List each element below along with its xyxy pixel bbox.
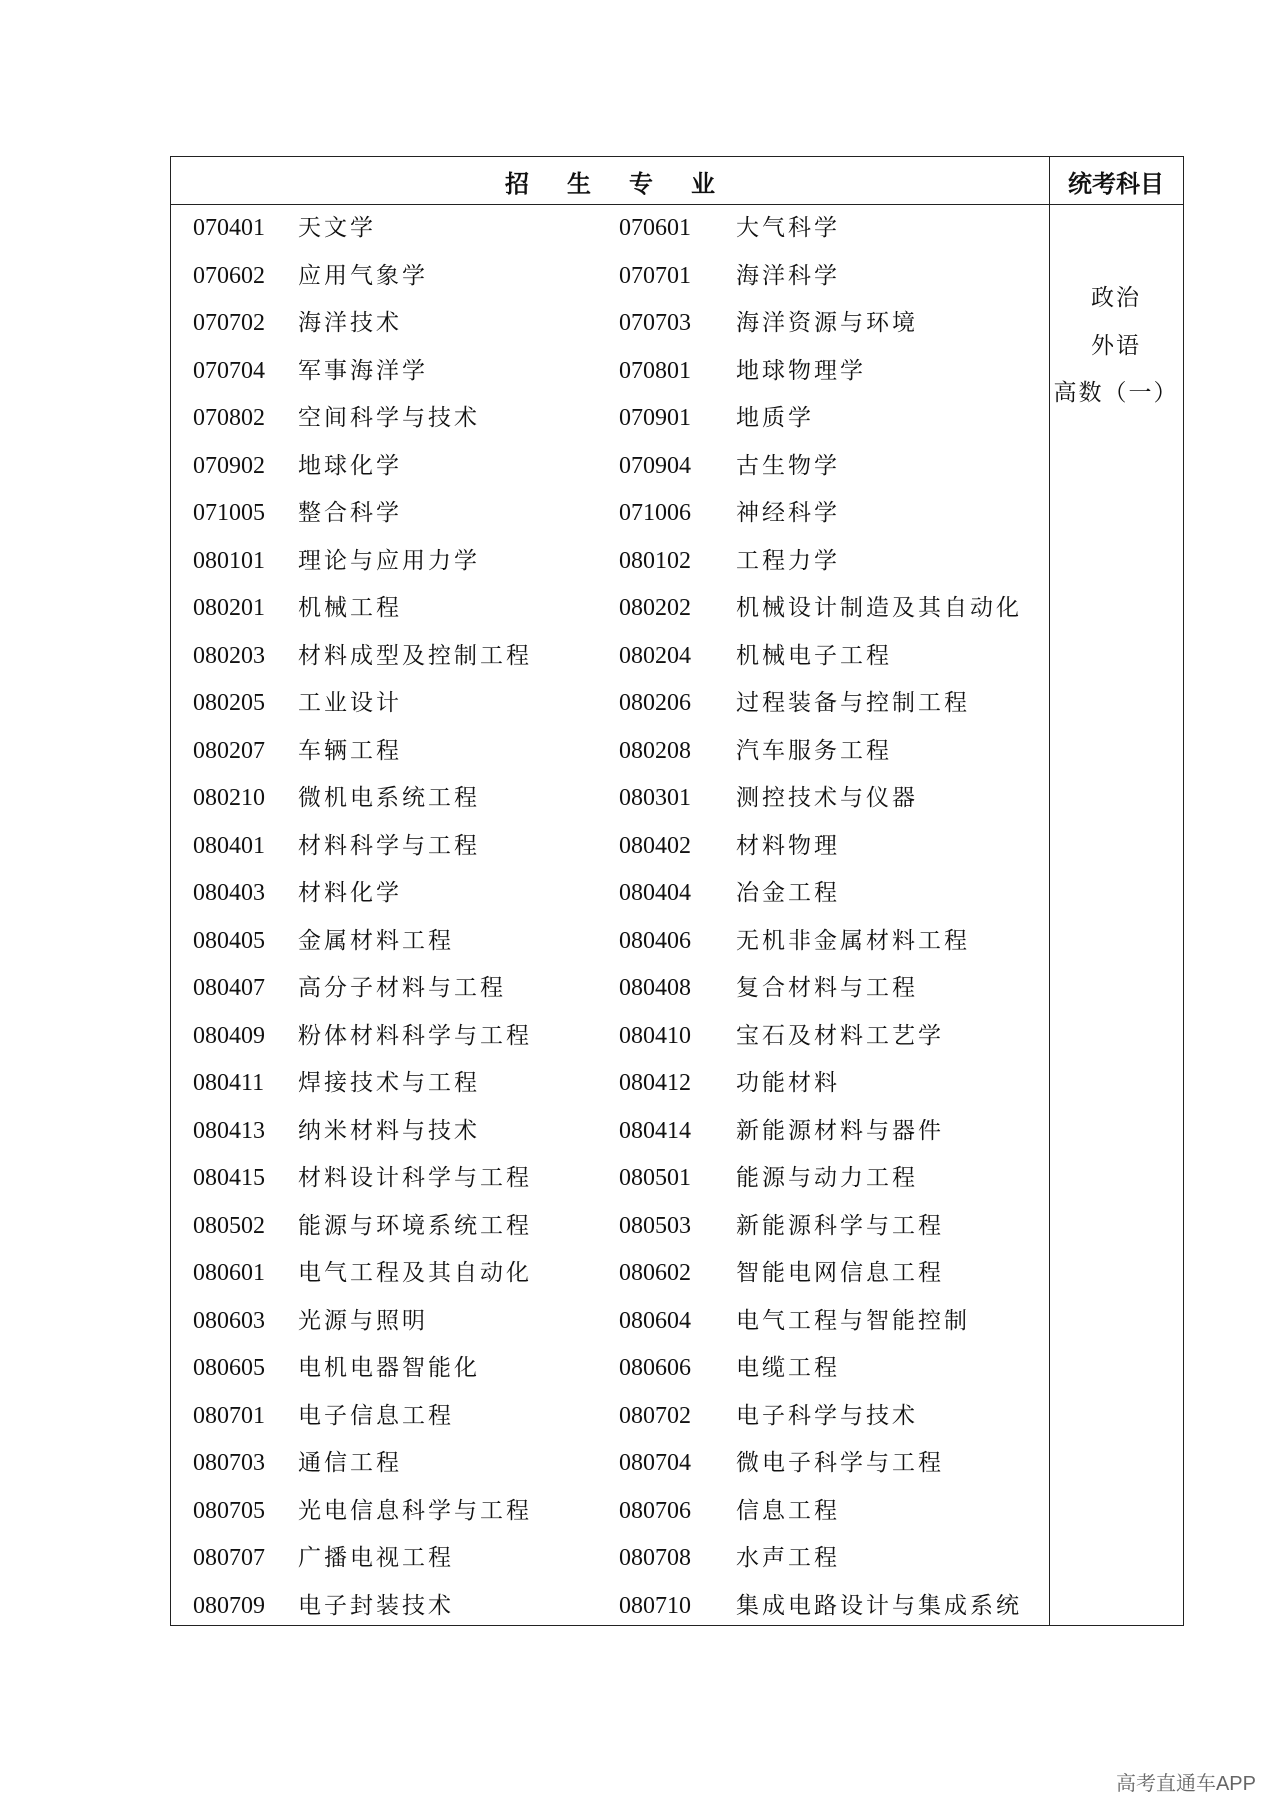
major-name: 测控技术与仪器 xyxy=(736,785,918,811)
major-name: 信息工程 xyxy=(736,1497,840,1524)
major-code: 080606 xyxy=(619,1355,691,1381)
major-name: 地球物理学 xyxy=(736,357,866,384)
major-name: 金属材料工程 xyxy=(298,927,454,954)
table-header xyxy=(171,157,1183,205)
major-name: 材料科学与工程 xyxy=(298,832,480,859)
major-name: 机械设计制造及其自动化 xyxy=(736,595,1022,621)
watermark: 高考直通车APP xyxy=(1115,1773,1256,1795)
major-name: 材料化学 xyxy=(298,880,402,906)
table-row xyxy=(171,1108,1049,1156)
major-name: 光源与照明 xyxy=(298,1307,428,1334)
table-row xyxy=(171,1203,1049,1251)
major-code: 080412 xyxy=(619,1070,691,1096)
major-code: 070904 xyxy=(619,452,691,479)
major-name: 微电子科学与工程 xyxy=(736,1450,944,1476)
major-code: 080704 xyxy=(619,1450,691,1476)
major-code: 070701 xyxy=(619,262,691,289)
major-code: 080402 xyxy=(619,832,691,859)
header-majors: 招生专业 xyxy=(505,168,753,198)
major-name: 电缆工程 xyxy=(736,1355,840,1381)
major-code: 080208 xyxy=(619,737,691,764)
major-name: 应用气象学 xyxy=(298,262,428,289)
table-row xyxy=(171,1298,1049,1346)
table-row xyxy=(171,1060,1049,1108)
major-name: 海洋资源与环境 xyxy=(736,310,918,336)
major-name: 宝石及材料工艺学 xyxy=(736,1022,944,1049)
major-name: 空间科学与技术 xyxy=(298,405,480,431)
table-row xyxy=(171,1440,1049,1488)
major-name: 电机电器智能化 xyxy=(298,1355,480,1381)
major-name: 机械电子工程 xyxy=(736,642,892,669)
major-code: 080604 xyxy=(619,1307,691,1334)
major-code: 080405 xyxy=(193,927,265,954)
major-code: 080203 xyxy=(193,642,265,669)
major-name: 电子科学与技术 xyxy=(736,1402,918,1429)
table-row xyxy=(171,443,1049,491)
table-row xyxy=(171,1393,1049,1441)
table-row xyxy=(171,775,1049,823)
major-code: 080706 xyxy=(619,1497,691,1524)
major-code: 080414 xyxy=(619,1117,691,1144)
major-name: 工程力学 xyxy=(736,547,840,574)
major-code: 080707 xyxy=(193,1545,265,1571)
majors-table xyxy=(170,156,1184,1626)
exam-subjects xyxy=(1049,275,1183,418)
major-name: 焊接技术与工程 xyxy=(298,1070,480,1096)
major-name: 新能源科学与工程 xyxy=(736,1212,944,1239)
major-name: 车辆工程 xyxy=(298,737,402,764)
major-code: 080709 xyxy=(193,1592,265,1619)
major-name: 电子信息工程 xyxy=(298,1402,454,1429)
major-code: 080403 xyxy=(193,880,265,906)
table-row xyxy=(171,300,1049,348)
major-code: 080705 xyxy=(193,1497,265,1524)
table-row xyxy=(171,1155,1049,1203)
major-name: 通信工程 xyxy=(298,1450,402,1476)
major-code: 070801 xyxy=(619,357,691,384)
major-name: 电气工程与智能控制 xyxy=(736,1307,970,1334)
table-row xyxy=(171,1345,1049,1393)
major-name: 古生物学 xyxy=(736,452,840,479)
major-code: 080708 xyxy=(619,1545,691,1571)
major-name: 纳米材料与技术 xyxy=(298,1117,480,1144)
major-code: 070702 xyxy=(193,310,265,336)
major-code: 080210 xyxy=(193,785,265,811)
major-name: 地球化学 xyxy=(298,452,402,479)
major-name: 电气工程及其自动化 xyxy=(298,1260,532,1286)
major-name: 集成电路设计与集成系统 xyxy=(736,1592,1022,1619)
major-name: 水声工程 xyxy=(736,1545,840,1571)
major-code: 080408 xyxy=(619,975,691,1001)
major-code: 080710 xyxy=(619,1592,691,1619)
major-code: 080406 xyxy=(619,927,691,954)
subject-politics: 政治 xyxy=(1091,285,1141,311)
major-code: 070401 xyxy=(193,215,265,241)
major-code: 070703 xyxy=(619,310,691,336)
major-code: 080411 xyxy=(193,1070,265,1096)
major-code: 080410 xyxy=(619,1022,691,1049)
major-code: 080206 xyxy=(619,690,691,716)
table-row xyxy=(171,490,1049,538)
table-row xyxy=(171,205,1049,253)
table-row xyxy=(171,1535,1049,1583)
major-code: 080301 xyxy=(619,785,691,811)
major-code: 080407 xyxy=(193,975,265,1001)
major-name: 光电信息科学与工程 xyxy=(298,1497,532,1524)
table-row xyxy=(171,585,1049,633)
major-code: 080207 xyxy=(193,737,265,764)
major-code: 080205 xyxy=(193,690,265,716)
major-name: 过程装备与控制工程 xyxy=(736,690,970,716)
table-body xyxy=(171,205,1049,1630)
major-name: 广播电视工程 xyxy=(298,1545,454,1571)
major-name: 智能电网信息工程 xyxy=(736,1260,944,1286)
major-name: 机械工程 xyxy=(298,595,402,621)
major-name: 粉体材料科学与工程 xyxy=(298,1022,532,1049)
major-name: 冶金工程 xyxy=(736,880,840,906)
major-code: 080703 xyxy=(193,1450,265,1476)
major-name: 复合材料与工程 xyxy=(736,975,918,1001)
major-code: 080603 xyxy=(193,1307,265,1334)
major-code: 071006 xyxy=(619,500,691,526)
major-code: 080602 xyxy=(619,1260,691,1286)
table-row xyxy=(171,918,1049,966)
major-code: 080503 xyxy=(619,1212,691,1239)
major-code: 071005 xyxy=(193,500,265,526)
major-name: 能源与环境系统工程 xyxy=(298,1212,532,1239)
major-code: 080404 xyxy=(619,880,691,906)
major-code: 070602 xyxy=(193,262,265,289)
major-code: 080102 xyxy=(619,547,691,574)
major-code: 070902 xyxy=(193,452,265,479)
major-code: 080502 xyxy=(193,1212,265,1239)
major-code: 080201 xyxy=(193,595,265,621)
table-row xyxy=(171,1488,1049,1536)
major-code: 080501 xyxy=(619,1165,691,1191)
major-code: 070802 xyxy=(193,405,265,431)
major-name: 军事海洋学 xyxy=(298,357,428,384)
major-code: 080701 xyxy=(193,1402,265,1429)
major-code: 070901 xyxy=(619,405,691,431)
table-row xyxy=(171,965,1049,1013)
major-name: 汽车服务工程 xyxy=(736,737,892,764)
subject-foreign-language: 外语 xyxy=(1091,332,1141,359)
major-code: 080409 xyxy=(193,1022,265,1049)
table-row xyxy=(171,395,1049,443)
major-name: 大气科学 xyxy=(736,215,840,241)
subject-advanced-math: 高数（一） xyxy=(1053,380,1179,406)
major-name: 微机电系统工程 xyxy=(298,785,480,811)
major-code: 080601 xyxy=(193,1260,265,1286)
major-name: 材料成型及控制工程 xyxy=(298,642,532,669)
major-name: 海洋科学 xyxy=(736,262,840,289)
major-name: 工业设计 xyxy=(298,690,402,716)
major-code: 080413 xyxy=(193,1117,265,1144)
major-name: 天文学 xyxy=(298,215,376,241)
major-name: 理论与应用力学 xyxy=(298,547,480,574)
major-code: 080401 xyxy=(193,832,265,859)
major-name: 地质学 xyxy=(736,405,814,431)
table-row xyxy=(171,348,1049,396)
major-name: 新能源材料与器件 xyxy=(736,1117,944,1144)
major-name: 材料设计科学与工程 xyxy=(298,1165,532,1191)
major-name: 能源与动力工程 xyxy=(736,1165,918,1191)
major-name: 高分子材料与工程 xyxy=(298,975,506,1001)
major-code: 080702 xyxy=(619,1402,691,1429)
table-row xyxy=(171,728,1049,776)
major-name: 材料物理 xyxy=(736,832,840,859)
table-row xyxy=(171,253,1049,301)
major-code: 080202 xyxy=(619,595,691,621)
table-row xyxy=(171,1250,1049,1298)
table-row xyxy=(171,823,1049,871)
major-code: 070601 xyxy=(619,215,691,241)
major-name: 整合科学 xyxy=(298,500,402,526)
major-name: 功能材料 xyxy=(736,1070,840,1096)
major-name: 神经科学 xyxy=(736,500,840,526)
major-name: 无机非金属材料工程 xyxy=(736,927,970,954)
major-code: 080101 xyxy=(193,547,265,574)
major-code: 080605 xyxy=(193,1355,265,1381)
table-row xyxy=(171,1583,1049,1631)
major-code: 080415 xyxy=(193,1165,265,1191)
table-row xyxy=(171,633,1049,681)
header-subjects: 统考科目 xyxy=(1068,168,1164,198)
major-name: 海洋技术 xyxy=(298,310,402,336)
table-row xyxy=(171,538,1049,586)
major-code: 070704 xyxy=(193,357,265,384)
major-code: 080204 xyxy=(619,642,691,669)
table-row xyxy=(171,680,1049,728)
major-name: 电子封装技术 xyxy=(298,1592,454,1619)
table-row xyxy=(171,870,1049,918)
table-row xyxy=(171,1013,1049,1061)
